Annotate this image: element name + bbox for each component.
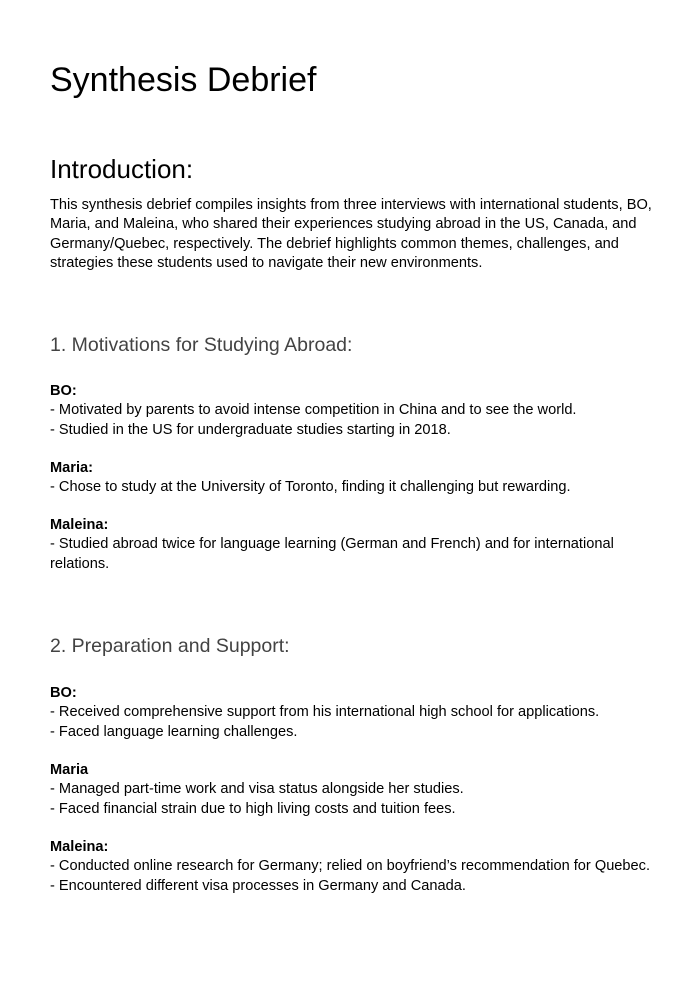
student-name: Maria: [50, 762, 89, 778]
student-block-bo-motivations: [50, 382, 654, 440]
bullet-point: - Faced language learning challenges.: [50, 723, 298, 740]
introduction-heading: Introduction:: [50, 154, 194, 184]
bullet-point: - Motivated by parents to avoid intense competition in China and to see the world.: [50, 402, 577, 419]
bullet-point: - Studied abroad twice for language learning (German and French) and for international relations.: [50, 536, 614, 572]
student-name: Maria:: [50, 460, 93, 476]
bullet-point: - Managed part-time work and visa status alongside her studies.: [50, 781, 464, 798]
student-name: Maleina:: [50, 839, 109, 855]
student-block-maria-motivations: [50, 459, 654, 498]
student-block-maleina-motivations: [50, 516, 654, 574]
bullet-point: - Conducted online research for Germany; relied on boyfriend’s recommendation for Quebec.: [50, 858, 651, 875]
bullet-point: - Chose to study at the University of Toronto, finding it challenging but rewarding.: [50, 479, 571, 496]
bullet-point: - Received comprehensive support from his international high school for applications.: [50, 704, 600, 721]
student-block-maleina-preparation: [50, 838, 654, 896]
student-name: BO:: [50, 685, 77, 701]
student-block-maria-preparation: [50, 761, 654, 819]
student-block-bo-preparation: [50, 684, 654, 742]
section-heading-motivations: 1. Motivations for Studying Abroad:: [50, 334, 353, 356]
introduction-paragraph: This synthesis debrief compiles insights from three interviews with international students, BO, Maria, and Maleina, who shared their experiences studying abroad in the US, Canada, and Germany/Quebec, respectively. The debrief highlights common themes, challenges, and strategies these students used to navigate their new environments.: [50, 197, 652, 272]
document-title: Synthesis Debrief: [50, 61, 317, 99]
bullet-point: - Studied in the US for undergraduate studies starting in 2018.: [50, 421, 451, 438]
student-name: BO:: [50, 383, 77, 399]
student-name: Maleina:: [50, 517, 109, 533]
bullet-point: - Encountered different visa processes in Germany and Canada.: [50, 877, 466, 894]
section-heading-preparation: 2. Preparation and Support:: [50, 635, 290, 657]
bullet-point: - Faced financial strain due to high living costs and tuition fees.: [50, 800, 456, 817]
